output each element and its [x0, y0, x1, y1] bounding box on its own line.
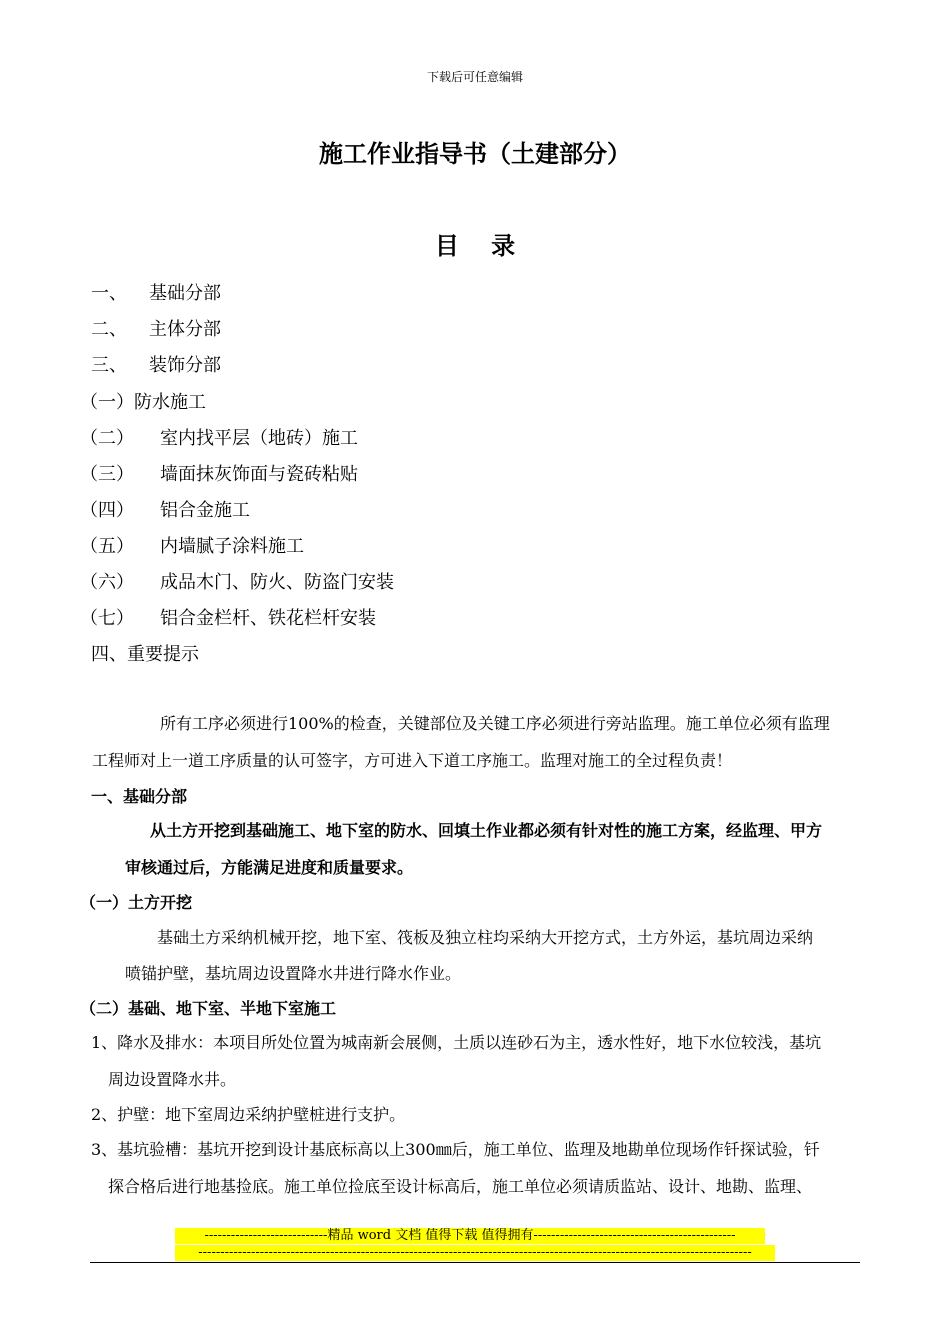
toc-item-label: 防水施工 [134, 392, 206, 413]
toc-item[interactable] [80, 604, 376, 630]
toc-item[interactable] [80, 532, 304, 558]
toc-item-number: 三、 [91, 355, 127, 376]
toc-item-label: 主体分部 [149, 319, 221, 340]
toc-item-number: （六） [80, 572, 134, 593]
header-note: 下载后可任意编辑 [426, 70, 523, 84]
toc-item-label: 铝合金栏杆、铁花栏杆安装 [160, 608, 376, 629]
list-item-line: 2、护壁：地下室周边采纳护壁桩进行支护。 [91, 1105, 406, 1124]
toc-item-number: （一） [80, 392, 134, 413]
list-item-line: 探合格后进行地基捡底。施工单位捡底至设计标高后，施工单位必须请质监站、设计、地勘、监理、 [108, 1177, 813, 1196]
toc-item-label: 基础分部 [149, 283, 221, 304]
footer-banner: ----------------------------精品 word 文档 值得下载 值得拥有---------------------------------------------- [175, 1228, 765, 1244]
section-heading: 一、基础分部 [91, 787, 188, 806]
toc-item[interactable] [91, 351, 221, 377]
paragraph-line: 所有工序必须进行100%的检查，关键部位及关键工序必须进行旁站监理。施工单位必须有监理 [160, 714, 830, 733]
paragraph-line: 从土方开挖到基础施工、地下室的防水、回填土作业都必须有针对性的施工方案，经监理、甲方 [150, 821, 823, 840]
toc-item-label: 成品木门、防火、防盗门安装 [160, 572, 394, 593]
toc-item[interactable] [91, 315, 221, 341]
document-title: 施工作业指导书（土建部分） [319, 139, 631, 168]
toc-item-number: （七） [80, 608, 134, 629]
paragraph-line: 基础土方采纳机械开挖，地下室、筏板及独立柱均采纳大开挖方式，土方外运，基坑周边采纳 [157, 928, 814, 947]
toc-item-label: 装饰分部 [149, 355, 221, 376]
toc-item[interactable] [80, 496, 250, 522]
subsection-heading: （一）土方开挖 [80, 893, 193, 912]
toc-item-label: 重要提示 [127, 644, 199, 665]
toc-item[interactable] [80, 388, 206, 414]
toc-item-label: 内墙腻子涂料施工 [160, 536, 304, 557]
footer-rule [90, 1262, 860, 1263]
footer-dashes: ------------------------------------------------------------------------------------------------------------------------------ [175, 1245, 775, 1261]
toc-item-number: （五） [80, 536, 134, 557]
toc-item-number: （四） [80, 500, 134, 521]
toc-item[interactable] [80, 568, 394, 594]
toc-item[interactable] [91, 279, 221, 305]
paragraph-line: 喷锚护壁，基坑周边设置降水井进行降水作业。 [125, 964, 462, 983]
toc-title: 目 录 [434, 231, 528, 260]
subsection-heading: （二）基础、地下室、半地下室施工 [80, 999, 337, 1018]
toc-item-label: 室内找平层（地砖）施工 [160, 428, 358, 449]
toc-item[interactable] [80, 460, 358, 486]
paragraph-line: 工程师对上一道工序质量的认可签字，方可进入下道工序施工。监理对施工的全过程负责！ [92, 751, 733, 770]
toc-item-number: （三） [80, 464, 134, 485]
list-item-line: 3、基坑验槽：基坑开挖到设计基底标高以上300㎜后，施工单位、监理及地勘单位现场作钎探试验，钎 [91, 1140, 820, 1159]
toc-item-number: 四、 [91, 644, 127, 665]
toc-item-number: 一、 [91, 283, 127, 304]
toc-item-number: （二） [80, 428, 134, 449]
list-item-line: 周边设置降水井。 [108, 1070, 237, 1089]
toc-item-label: 墙面抹灰饰面与瓷砖粘贴 [160, 464, 358, 485]
paragraph-line: 审核通过后，方能满足进度和质量要求。 [125, 858, 414, 877]
list-item-line: 1、降水及排水：本项目所处位置为城南新会展侧，土质以连砂石为主，透水性好，地下水位较浅，基坑 [91, 1033, 822, 1052]
toc-item[interactable] [80, 424, 358, 450]
toc-item-number: 二、 [91, 319, 127, 340]
toc-item-label: 铝合金施工 [160, 500, 250, 521]
toc-item[interactable] [91, 640, 199, 666]
